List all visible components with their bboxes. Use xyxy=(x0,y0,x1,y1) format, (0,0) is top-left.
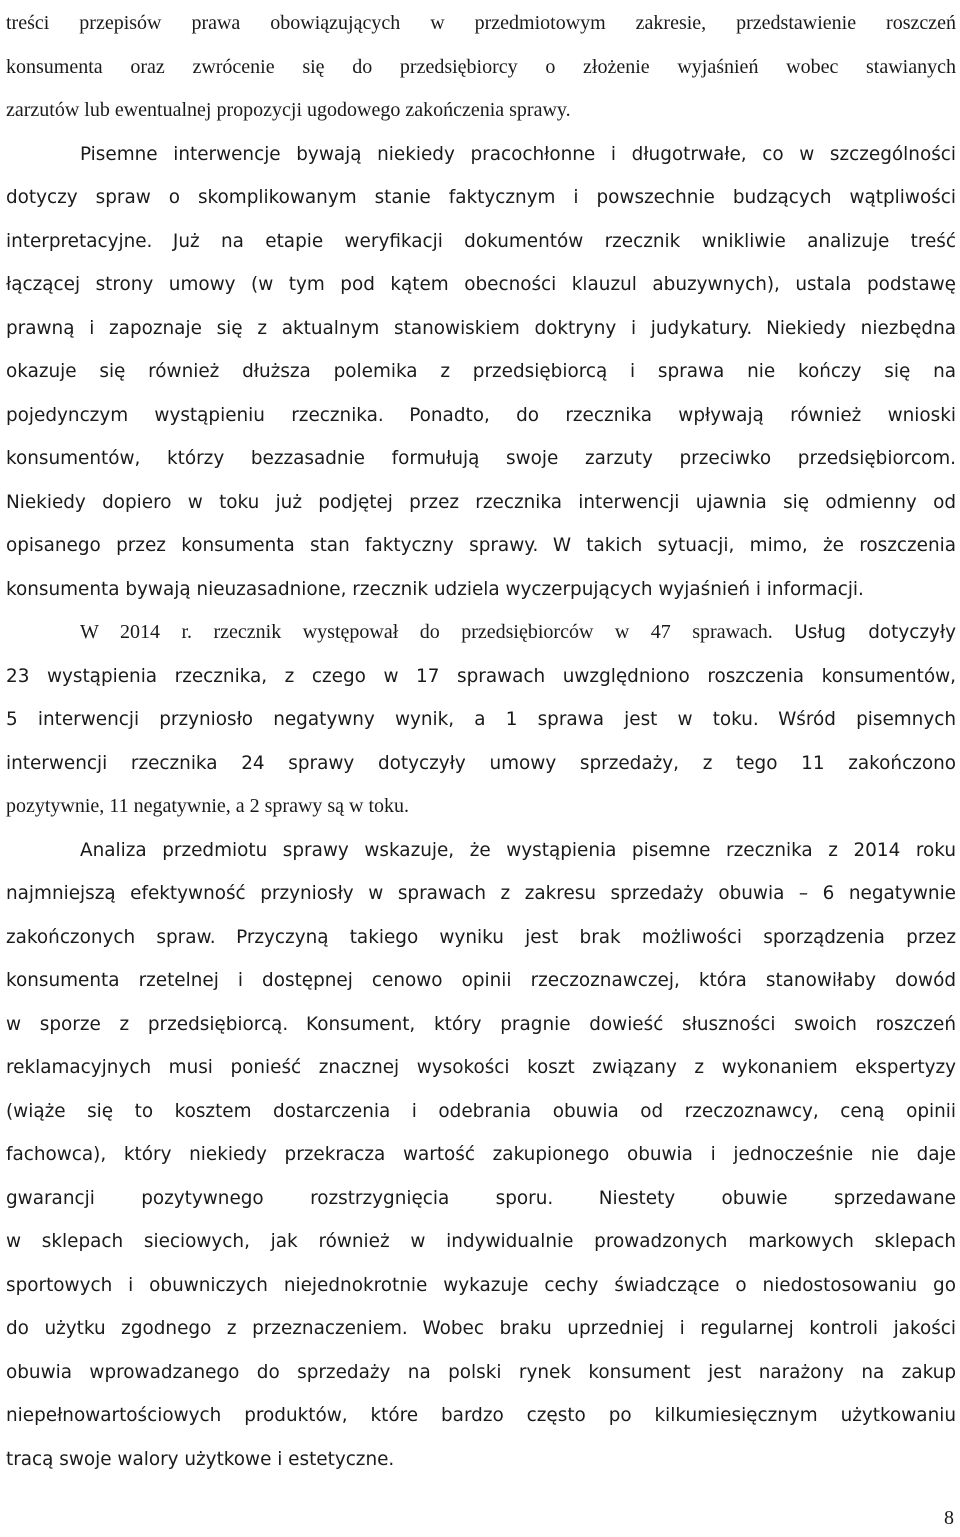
text-segment: Ponadto, do rzecznika wpływają również wnioski xyxy=(409,404,957,426)
text-line xyxy=(6,872,956,916)
text-line xyxy=(6,698,956,742)
text-segment: Niekiedy niezbędna xyxy=(766,317,956,339)
text-line xyxy=(6,46,956,90)
text-line xyxy=(6,611,956,655)
text-line xyxy=(6,1394,956,1438)
text-segment: Wobec braku uprzedniej i regularnej kontroli jakości xyxy=(422,1318,956,1339)
page-number: 8 xyxy=(944,1507,954,1529)
text-segment: W 2014 r. rzecznik występował do przedsiębiorców w 47 sprawach. xyxy=(80,621,773,643)
text-segment: zakończonych spraw. xyxy=(6,926,216,948)
text-segment: pojedynczym wystąpieniu rzecznika. xyxy=(6,404,384,426)
text-segment: do użytku zgodnego z przeznaczeniem. xyxy=(6,1318,408,1339)
text-line xyxy=(6,1177,956,1221)
text-line xyxy=(6,959,956,1003)
text-segment: niepełnowartościowych produktów, które bardzo często po kilkumiesięcznym użytkowaniu xyxy=(6,1405,956,1426)
text-segment: interpretacyjne. xyxy=(6,230,153,252)
text-segment: w sklepach sieciowych, jak również w indywidualnie prowadzonych markowych sklepach xyxy=(6,1231,956,1252)
text-line xyxy=(6,1220,956,1264)
text-line xyxy=(6,437,956,481)
text-line xyxy=(6,1438,956,1482)
text-line xyxy=(6,263,956,307)
text-segment: Wśród pisemnych xyxy=(778,709,956,730)
text-segment: pozytywnie, 11 negatywnie, a 2 sprawy są w toku. xyxy=(6,795,410,817)
text-line xyxy=(6,1090,956,1134)
document-page xyxy=(6,2,956,1481)
text-segment: interwencji rzecznika 24 sprawy dotyczyły umowy sprzedaży, z tego 11 zakończono xyxy=(6,752,956,774)
text-segment: Usług dotyczyły xyxy=(794,622,956,643)
text-segment: Konsument, który pragnie dowieść słuszności swoich roszczeń xyxy=(306,1013,956,1035)
text-segment: obuwia wprowadzanego do sprzedaży na polski rynek konsument jest narażony na zakup xyxy=(6,1361,956,1383)
text-segment: okazuje się również dłuższa polemika z przedsiębiorcą i sprawa nie kończy się na xyxy=(6,361,956,382)
text-segment: Niestety obuwie sprzedawane xyxy=(598,1187,956,1209)
text-segment: Już na etapie weryfikacji dokumentów rzecznik wnikliwie analizuje treść xyxy=(172,230,957,252)
text-line xyxy=(6,220,956,264)
text-segment: dotyczy spraw o skomplikowanym stanie faktycznym i powszechnie budzących wątpliwości xyxy=(6,187,956,208)
text-line xyxy=(6,394,956,438)
text-line xyxy=(6,655,956,699)
text-segment: konsumenta rzetelnej i dostępnej cenowo opinii rzeczoznawczej, która stanowiłaby dowód xyxy=(6,970,956,991)
text-segment: W takich sytuacji, mimo, że roszczenia xyxy=(552,535,957,556)
text-line xyxy=(6,89,956,133)
text-line xyxy=(6,785,956,829)
text-line xyxy=(6,1133,956,1177)
text-segment: treści przepisów prawa obowiązujących w przedmiotowym zakresie, przedstawienie roszczeń xyxy=(6,12,956,34)
text-line xyxy=(6,2,956,46)
text-segment: zarzutów lub ewentualnej propozycji ugodowego zakończenia sprawy. xyxy=(6,99,571,121)
text-segment: Przyczyną takiego wyniku jest brak możliwości sporządzenia przez xyxy=(236,926,957,948)
text-line xyxy=(6,742,956,786)
text-line xyxy=(6,1264,956,1308)
text-segment: łączącej strony umowy (w tym pod kątem obecności klauzul abuzywnych), ustala podstawę xyxy=(6,274,956,295)
text-segment: (wiąże się to kosztem dostarczenia i odebrania obuwia od rzeczoznawcy, ceną opinii xyxy=(6,1100,956,1122)
text-segment: Analiza przedmiotu sprawy wskazuje, że wystąpienia pisemne rzecznika z 2014 roku xyxy=(80,839,956,861)
text-line xyxy=(6,307,956,351)
text-segment: tracą swoje walory użytkowe i estetyczne. xyxy=(6,1448,395,1470)
text-segment: najmniejszą efektywność przyniosły w sprawach z zakresu sprzedaży obuwia – 6 negatywnie xyxy=(6,883,956,904)
text-segment: gwarancji pozytywnego rozstrzygnięcia sporu. xyxy=(6,1187,554,1209)
text-line xyxy=(6,1003,956,1047)
text-segment: 23 wystąpienia rzecznika, z czego w 17 sprawach uwzględniono roszczenia konsumentów, xyxy=(6,665,956,687)
text-segment: 5 interwencji przyniosło negatywny wynik, a 1 sprawa jest w toku. xyxy=(6,709,759,730)
text-segment: reklamacyjnych musi ponieść znacznej wysokości koszt związany z wykonaniem ekspertyzy xyxy=(6,1057,956,1078)
text-line xyxy=(6,1351,956,1395)
text-line xyxy=(6,916,956,960)
text-line xyxy=(6,829,956,873)
text-segment: fachowca), który niekiedy przekracza wartość zakupionego obuwia i jednocześnie nie daje xyxy=(6,1144,956,1165)
text-segment: Niekiedy dopiero w toku już podjętej przez rzecznika interwencji ujawnia się odmienny od xyxy=(6,491,956,513)
text-line xyxy=(6,1046,956,1090)
text-segment: prawną i zapoznaje się z aktualnym stanowiskiem doktryny i judykatury. xyxy=(6,317,753,339)
text-line xyxy=(6,133,956,177)
text-line xyxy=(6,524,956,568)
text-segment: sportowych i obuwniczych niejednokrotnie wykazuje cechy świadczące o niedostosowaniu go xyxy=(6,1274,956,1296)
text-line xyxy=(6,350,956,394)
text-segment: opisanego przez konsumenta stan faktyczny sprawy. xyxy=(6,535,539,556)
text-segment: konsumenta oraz zwrócenie się do przedsiębiorcy o złożenie wyjaśnień wobec stawianych xyxy=(6,55,956,78)
text-line xyxy=(6,568,956,612)
text-line xyxy=(6,176,956,220)
text-line xyxy=(6,481,956,525)
text-segment: w sporze z przedsiębiorcą. xyxy=(6,1013,289,1035)
text-line xyxy=(6,1307,956,1351)
text-segment: Pisemne interwencje bywają niekiedy pracochłonne i długotrwałe, co w szczególności xyxy=(80,143,956,165)
text-segment: konsumentów, którzy bezzasadnie formułują swoje zarzuty przeciwko przedsiębiorcom. xyxy=(6,448,956,469)
text-segment: konsumenta bywają nieuzasadnione, rzecznik udziela wyczerpujących wyjaśnień i informacji. xyxy=(6,578,864,600)
